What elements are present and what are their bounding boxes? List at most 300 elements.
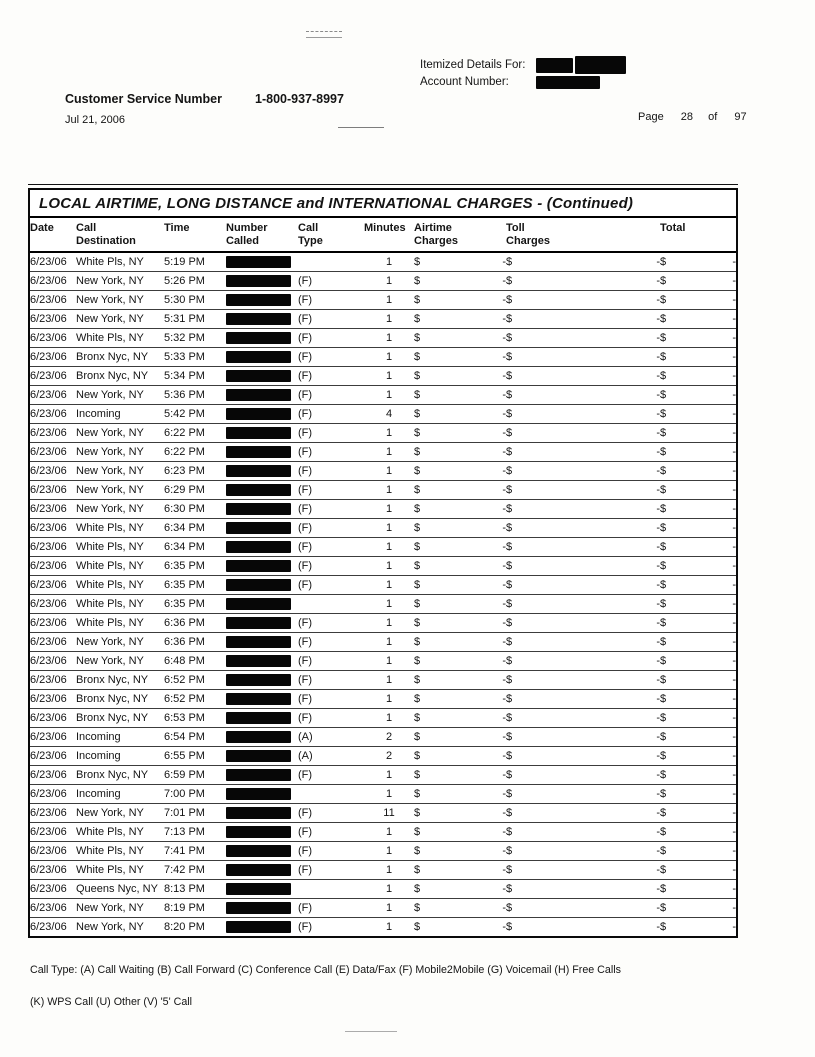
airtime-charge-value: - <box>502 693 506 705</box>
call-date: 6/23/06 <box>30 671 76 690</box>
toll-charge-value: - <box>656 275 660 287</box>
table-row <box>30 823 736 842</box>
number-called-cell <box>226 424 298 443</box>
currency-symbol: $ <box>414 313 421 325</box>
airtime-charges-cell <box>414 310 506 329</box>
airtime-charge-value: - <box>502 826 506 838</box>
call-type <box>298 595 364 614</box>
currency-symbol: $ <box>414 522 421 534</box>
currency-symbol: $ <box>414 408 421 420</box>
toll-charge-value: - <box>656 427 660 439</box>
call-minutes: 1 <box>364 614 414 633</box>
call-date: 6/23/06 <box>30 481 76 500</box>
airtime-charge-value: - <box>502 598 506 610</box>
call-time: 6:30 PM <box>164 500 226 519</box>
account-number-label: Account Number: <box>420 75 509 88</box>
total-charge-value: - <box>732 541 736 553</box>
toll-charge-value: - <box>656 826 660 838</box>
table-row <box>30 424 736 443</box>
call-destination: New York, NY <box>76 899 164 918</box>
redaction-bar <box>226 788 291 800</box>
call-minutes: 1 <box>364 424 414 443</box>
toll-charges-cell <box>506 804 660 823</box>
call-destination: Incoming <box>76 785 164 804</box>
toll-charge-value: - <box>656 579 660 591</box>
total-charges-cell <box>660 918 736 937</box>
currency-symbol: $ <box>660 902 667 914</box>
call-time: 7:01 PM <box>164 804 226 823</box>
airtime-charge-value: - <box>502 579 506 591</box>
call-time: 8:20 PM <box>164 918 226 937</box>
table-row <box>30 652 736 671</box>
call-date: 6/23/06 <box>30 861 76 880</box>
toll-charge-value: - <box>656 522 660 534</box>
call-type: (F) <box>298 462 364 481</box>
toll-charges-cell <box>506 500 660 519</box>
currency-symbol: $ <box>506 636 513 648</box>
call-type: (F) <box>298 348 364 367</box>
call-date: 6/23/06 <box>30 519 76 538</box>
airtime-charge-value: - <box>502 655 506 667</box>
airtime-charge-value: - <box>502 864 506 876</box>
currency-symbol: $ <box>506 826 513 838</box>
total-charges-cell <box>660 405 736 424</box>
number-called-cell <box>226 348 298 367</box>
total-charges-cell <box>660 690 736 709</box>
currency-symbol: $ <box>506 807 513 819</box>
call-minutes: 1 <box>364 652 414 671</box>
currency-symbol: $ <box>414 788 421 800</box>
call-minutes: 1 <box>364 766 414 785</box>
airtime-charges-cell <box>414 367 506 386</box>
currency-symbol: $ <box>506 921 513 933</box>
call-minutes: 1 <box>364 500 414 519</box>
call-type: (A) <box>298 747 364 766</box>
col-header-airtime-charges: Airtime Charges <box>414 218 506 252</box>
scan-artifact <box>345 1031 397 1032</box>
number-called-cell <box>226 500 298 519</box>
total-charge-value: - <box>732 332 736 344</box>
currency-symbol: $ <box>660 788 667 800</box>
table-row <box>30 880 736 899</box>
currency-symbol: $ <box>660 712 667 724</box>
airtime-charge-value: - <box>502 484 506 496</box>
total-charge-value: - <box>732 275 736 287</box>
airtime-charges-cell <box>414 861 506 880</box>
redaction-bar <box>226 427 291 439</box>
call-destination: White Pls, NY <box>76 842 164 861</box>
currency-symbol: $ <box>506 275 513 287</box>
call-minutes: 1 <box>364 823 414 842</box>
call-date: 6/23/06 <box>30 595 76 614</box>
currency-symbol: $ <box>506 617 513 629</box>
call-time: 7:42 PM <box>164 861 226 880</box>
redaction-bar <box>226 465 291 477</box>
table-row <box>30 310 736 329</box>
number-called-cell <box>226 538 298 557</box>
call-time: 5:36 PM <box>164 386 226 405</box>
call-time: 6:35 PM <box>164 576 226 595</box>
redaction-bar <box>226 617 291 629</box>
airtime-charge-value: - <box>502 294 506 306</box>
redaction-bar <box>226 674 291 686</box>
call-type: (F) <box>298 519 364 538</box>
call-minutes: 1 <box>364 367 414 386</box>
call-time: 7:13 PM <box>164 823 226 842</box>
call-minutes: 1 <box>364 252 414 272</box>
currency-symbol: $ <box>414 826 421 838</box>
total-charges-cell <box>660 880 736 899</box>
redaction-bar <box>226 332 291 344</box>
toll-charge-value: - <box>656 351 660 363</box>
currency-symbol: $ <box>414 389 421 401</box>
call-type: (F) <box>298 272 364 291</box>
currency-symbol: $ <box>660 408 667 420</box>
total-charges-cell <box>660 443 736 462</box>
call-date: 6/23/06 <box>30 538 76 557</box>
airtime-charges-cell <box>414 462 506 481</box>
call-destination: White Pls, NY <box>76 576 164 595</box>
call-time: 6:36 PM <box>164 633 226 652</box>
total-charges-cell <box>660 538 736 557</box>
airtime-charge-value: - <box>502 541 506 553</box>
total-charge-value: - <box>732 655 736 667</box>
currency-symbol: $ <box>506 674 513 686</box>
call-type: (A) <box>298 728 364 747</box>
currency-symbol: $ <box>506 579 513 591</box>
airtime-charges-cell <box>414 500 506 519</box>
total-charges-cell <box>660 747 736 766</box>
total-charge-value: - <box>732 902 736 914</box>
redaction-bar <box>226 484 291 496</box>
call-destination: Bronx Nyc, NY <box>76 348 164 367</box>
currency-symbol: $ <box>506 408 513 420</box>
call-type: (F) <box>298 424 364 443</box>
call-date: 6/23/06 <box>30 272 76 291</box>
airtime-charges-cell <box>414 823 506 842</box>
total-charges-cell <box>660 728 736 747</box>
airtime-charge-value: - <box>502 408 506 420</box>
toll-charge-value: - <box>656 446 660 458</box>
redaction-bar <box>226 313 291 325</box>
call-date: 6/23/06 <box>30 728 76 747</box>
airtime-charge-value: - <box>502 674 506 686</box>
call-type <box>298 785 364 804</box>
redaction-bar <box>226 731 291 743</box>
call-date: 6/23/06 <box>30 252 76 272</box>
redaction-bar <box>226 370 291 382</box>
airtime-charge-value: - <box>502 902 506 914</box>
table-row <box>30 576 736 595</box>
currency-symbol: $ <box>660 655 667 667</box>
currency-symbol: $ <box>414 579 421 591</box>
page-of-label: of <box>708 111 718 123</box>
call-type <box>298 252 364 272</box>
redaction-bar <box>226 560 291 572</box>
call-time: 5:32 PM <box>164 329 226 348</box>
call-date: 6/23/06 <box>30 823 76 842</box>
currency-symbol: $ <box>506 598 513 610</box>
total-charges-cell <box>660 329 736 348</box>
currency-symbol: $ <box>414 427 421 439</box>
redaction-bar <box>226 541 291 553</box>
currency-symbol: $ <box>506 655 513 667</box>
currency-symbol: $ <box>660 484 667 496</box>
currency-symbol: $ <box>660 465 667 477</box>
currency-symbol: $ <box>506 389 513 401</box>
total-charge-value: - <box>732 845 736 857</box>
toll-charges-cell <box>506 519 660 538</box>
total-charge-value: - <box>732 807 736 819</box>
currency-symbol: $ <box>414 769 421 781</box>
table-row <box>30 557 736 576</box>
call-time: 5:33 PM <box>164 348 226 367</box>
call-destination: New York, NY <box>76 481 164 500</box>
table-header <box>30 218 736 252</box>
currency-symbol: $ <box>414 655 421 667</box>
toll-charge-value: - <box>656 693 660 705</box>
toll-charge-value: - <box>656 921 660 933</box>
currency-symbol: $ <box>506 256 513 268</box>
call-time: 6:54 PM <box>164 728 226 747</box>
call-time: 5:31 PM <box>164 310 226 329</box>
currency-symbol: $ <box>506 864 513 876</box>
currency-symbol: $ <box>660 579 667 591</box>
table-row <box>30 538 736 557</box>
toll-charge-value: - <box>656 560 660 572</box>
table-row <box>30 272 736 291</box>
currency-symbol: $ <box>660 256 667 268</box>
currency-symbol: $ <box>414 712 421 724</box>
total-charges-cell <box>660 785 736 804</box>
redaction-bar <box>575 56 626 74</box>
call-type: (F) <box>298 671 364 690</box>
call-date: 6/23/06 <box>30 291 76 310</box>
airtime-charge-value: - <box>502 712 506 724</box>
call-destination: Bronx Nyc, NY <box>76 709 164 728</box>
redaction-bar <box>226 807 291 819</box>
total-charges-cell <box>660 899 736 918</box>
currency-symbol: $ <box>506 370 513 382</box>
total-charges-cell <box>660 595 736 614</box>
table-row <box>30 500 736 519</box>
call-minutes: 1 <box>364 519 414 538</box>
col-header-total: Total <box>660 218 736 252</box>
call-destination: New York, NY <box>76 918 164 937</box>
call-time: 5:42 PM <box>164 405 226 424</box>
toll-charges-cell <box>506 538 660 557</box>
call-date: 6/23/06 <box>30 386 76 405</box>
toll-charges-cell <box>506 424 660 443</box>
total-charge-value: - <box>732 370 736 382</box>
call-type: (F) <box>298 690 364 709</box>
call-destination: New York, NY <box>76 804 164 823</box>
number-called-cell <box>226 405 298 424</box>
toll-charge-value: - <box>656 503 660 515</box>
total-charges-cell <box>660 367 736 386</box>
redaction-bar <box>226 826 291 838</box>
call-minutes: 1 <box>364 462 414 481</box>
call-minutes: 1 <box>364 557 414 576</box>
toll-charges-cell <box>506 614 660 633</box>
currency-symbol: $ <box>414 332 421 344</box>
call-type <box>298 880 364 899</box>
total-charges-cell <box>660 291 736 310</box>
total-charges-cell <box>660 462 736 481</box>
call-destination: Incoming <box>76 405 164 424</box>
total-charge-value: - <box>732 769 736 781</box>
currency-symbol: $ <box>660 750 667 762</box>
airtime-charge-value: - <box>502 427 506 439</box>
redaction-bar <box>226 351 291 363</box>
currency-symbol: $ <box>660 826 667 838</box>
call-time: 7:41 PM <box>164 842 226 861</box>
call-date: 6/23/06 <box>30 462 76 481</box>
call-destination: Incoming <box>76 747 164 766</box>
airtime-charges-cell <box>414 690 506 709</box>
currency-symbol: $ <box>660 693 667 705</box>
toll-charges-cell <box>506 329 660 348</box>
toll-charges-cell <box>506 918 660 937</box>
call-time: 5:30 PM <box>164 291 226 310</box>
currency-symbol: $ <box>506 788 513 800</box>
call-minutes: 2 <box>364 747 414 766</box>
toll-charges-cell <box>506 709 660 728</box>
airtime-charge-value: - <box>502 332 506 344</box>
redaction-bar <box>536 76 600 89</box>
airtime-charges-cell <box>414 576 506 595</box>
airtime-charge-value: - <box>502 617 506 629</box>
airtime-charges-cell <box>414 557 506 576</box>
toll-charges-cell <box>506 652 660 671</box>
scan-artifact <box>306 31 342 38</box>
toll-charge-value: - <box>656 256 660 268</box>
airtime-charges-cell <box>414 252 506 272</box>
call-date: 6/23/06 <box>30 785 76 804</box>
table-title: LOCAL AIRTIME, LONG DISTANCE and INTERNATIONAL CHARGES - (Continued) <box>30 190 736 218</box>
call-minutes: 1 <box>364 481 414 500</box>
currency-symbol: $ <box>506 332 513 344</box>
currency-symbol: $ <box>506 769 513 781</box>
currency-symbol: $ <box>506 560 513 572</box>
call-time: 6:23 PM <box>164 462 226 481</box>
total-charge-value: - <box>732 693 736 705</box>
airtime-charges-cell <box>414 918 506 937</box>
currency-symbol: $ <box>660 351 667 363</box>
airtime-charge-value: - <box>502 389 506 401</box>
currency-symbol: $ <box>660 921 667 933</box>
total-charge-value: - <box>732 636 736 648</box>
toll-charge-value: - <box>656 484 660 496</box>
toll-charge-value: - <box>656 370 660 382</box>
call-date: 6/23/06 <box>30 443 76 462</box>
toll-charges-cell <box>506 823 660 842</box>
toll-charges-cell <box>506 252 660 272</box>
airtime-charge-value: - <box>502 503 506 515</box>
number-called-cell <box>226 443 298 462</box>
call-destination: Bronx Nyc, NY <box>76 690 164 709</box>
currency-symbol: $ <box>660 731 667 743</box>
call-rows <box>30 252 736 936</box>
toll-charge-value: - <box>656 845 660 857</box>
toll-charges-cell <box>506 671 660 690</box>
total-charge-value: - <box>732 598 736 610</box>
currency-symbol: $ <box>660 313 667 325</box>
call-type: (F) <box>298 576 364 595</box>
call-destination: New York, NY <box>76 500 164 519</box>
number-called-cell <box>226 709 298 728</box>
call-destination: Bronx Nyc, NY <box>76 671 164 690</box>
call-time: 5:26 PM <box>164 272 226 291</box>
call-date: 6/23/06 <box>30 329 76 348</box>
call-type-legend-line2: (K) WPS Call (U) Other (V) '5' Call <box>30 996 193 1008</box>
toll-charge-value: - <box>656 750 660 762</box>
call-minutes: 1 <box>364 348 414 367</box>
currency-symbol: $ <box>506 351 513 363</box>
call-minutes: 11 <box>364 804 414 823</box>
call-minutes: 4 <box>364 405 414 424</box>
number-called-cell <box>226 861 298 880</box>
total-charge-value: - <box>732 427 736 439</box>
currency-symbol: $ <box>660 522 667 534</box>
call-type: (F) <box>298 766 364 785</box>
currency-symbol: $ <box>660 845 667 857</box>
call-type: (F) <box>298 709 364 728</box>
call-minutes: 1 <box>364 899 414 918</box>
redaction-bar <box>226 294 291 306</box>
table-row <box>30 728 736 747</box>
toll-charges-cell <box>506 785 660 804</box>
number-called-cell <box>226 652 298 671</box>
airtime-charge-value: - <box>502 845 506 857</box>
redaction-bar <box>226 769 291 781</box>
table-row <box>30 804 736 823</box>
call-destination: New York, NY <box>76 424 164 443</box>
table-row <box>30 291 736 310</box>
airtime-charge-value: - <box>502 788 506 800</box>
call-date: 6/23/06 <box>30 766 76 785</box>
toll-charges-cell <box>506 272 660 291</box>
redaction-bar <box>226 750 291 762</box>
total-charges-cell <box>660 310 736 329</box>
number-called-cell <box>226 671 298 690</box>
currency-symbol: $ <box>506 541 513 553</box>
call-type: (F) <box>298 557 364 576</box>
toll-charge-value: - <box>656 636 660 648</box>
currency-symbol: $ <box>414 921 421 933</box>
airtime-charges-cell <box>414 386 506 405</box>
airtime-charges-cell <box>414 671 506 690</box>
call-destination: New York, NY <box>76 633 164 652</box>
toll-charges-cell <box>506 766 660 785</box>
number-called-cell <box>226 329 298 348</box>
call-destination: New York, NY <box>76 272 164 291</box>
call-destination: White Pls, NY <box>76 823 164 842</box>
call-type: (F) <box>298 614 364 633</box>
toll-charge-value: - <box>656 408 660 420</box>
airtime-charges-cell <box>414 595 506 614</box>
total-charge-value: - <box>732 883 736 895</box>
customer-service-number: 1-800-937-8997 <box>255 92 344 106</box>
table-row <box>30 633 736 652</box>
page-indicator <box>638 111 747 123</box>
call-type: (F) <box>298 804 364 823</box>
page-label: Page <box>638 111 664 123</box>
currency-symbol: $ <box>414 674 421 686</box>
call-minutes: 1 <box>364 595 414 614</box>
currency-symbol: $ <box>414 902 421 914</box>
call-minutes: 1 <box>364 918 414 937</box>
